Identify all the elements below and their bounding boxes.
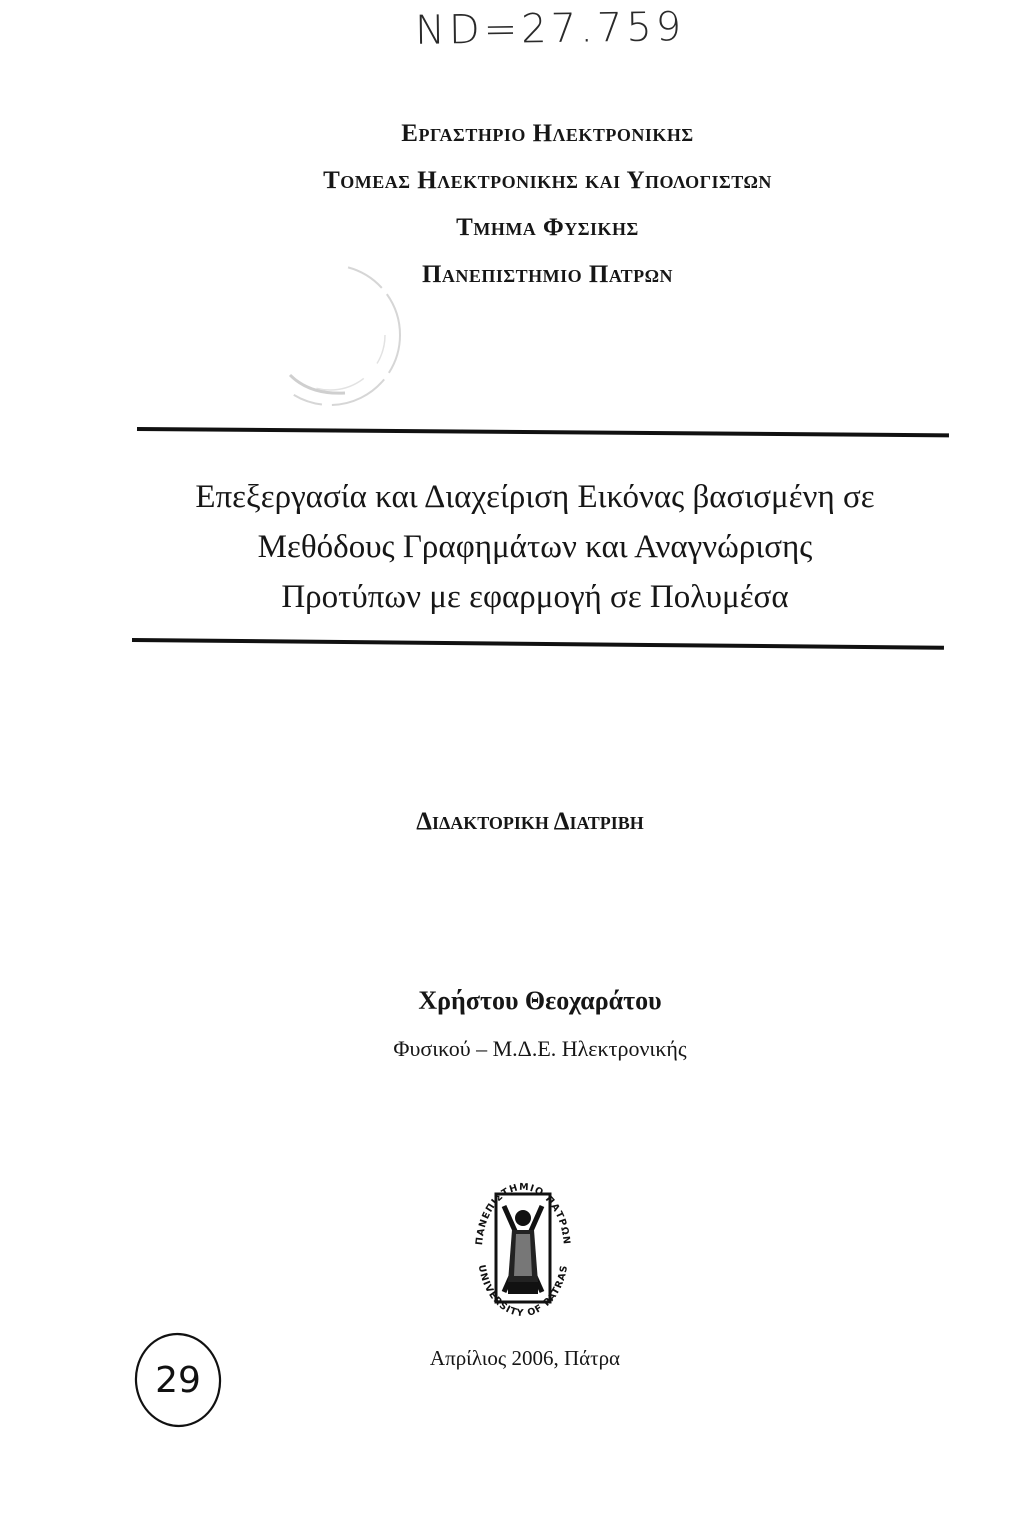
- header-lab: Εργαστηριο Ηλεκτρονικησ: [401, 120, 694, 147]
- page-number-text: 29: [155, 1360, 201, 1401]
- seal-bottom-text: UNIVERSITY OF PATRAS: [475, 1263, 571, 1320]
- thesis-title: [120, 472, 950, 622]
- title-line-2: Μεθόδους Γραφημάτων και Αναγνώρισης: [257, 529, 813, 565]
- author-name: Χρήστου Θεοχαράτου: [418, 986, 662, 1015]
- handwritten-page-number: [128, 1322, 228, 1432]
- title-rule-top: [137, 427, 949, 437]
- handwritten-library-code: ND=27.759: [414, 4, 686, 54]
- institution-header: [0, 110, 1030, 298]
- seal-top-text: ΠΑΝΕΠΙΣΤΗΜΙΟ ΠΑΤΡΩΝ: [474, 1181, 572, 1246]
- thesis-type: Διδακτορικη Διατριβη: [416, 808, 644, 835]
- header-department: Τμημα Φυσικησ: [456, 214, 639, 241]
- header-sector: Τομεασ Ηλεκτρονικησ και Υπολογιστων: [323, 167, 772, 194]
- title-rule-bottom: [132, 638, 944, 650]
- title-line-3: Προτύπων με εφαρμογή σε Πολυμέσα: [281, 579, 789, 615]
- title-line-1: Επεξεργασία και Διαχείριση Εικόνας βασισμένη σε: [195, 479, 875, 515]
- author-title: Φυσικού – Μ.Δ.Ε. Ηλεκτρονικής: [393, 1036, 687, 1061]
- university-seal-icon: [468, 1172, 578, 1327]
- date-place: Απρίλιος 2006, Πάτρα: [429, 1346, 621, 1370]
- header-university: Πανεπιστημιο Πατρων: [421, 261, 674, 288]
